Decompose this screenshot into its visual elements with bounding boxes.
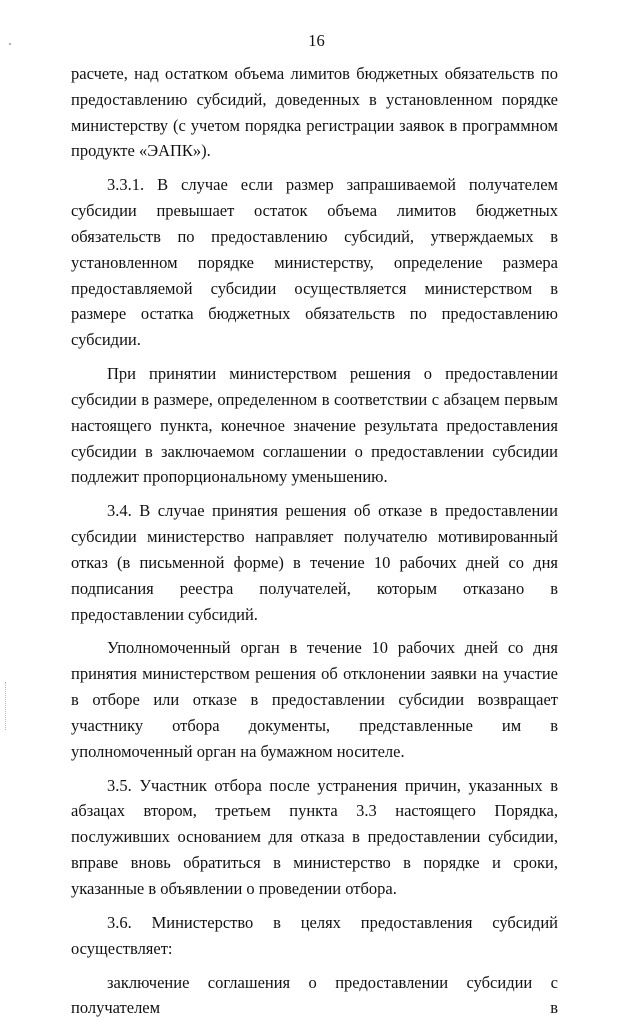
paragraph-3-3-1: 3.3.1. В случае если размер запрашиваемой получателем субсидии превышает остаток объема лимитов бюджетных обязательств по предоставлению субсидий, утверждаемых в установленном порядке министерству, определение размера предоставляемой субсидии осуществляется министерством в размере остатка бюджетных обязательств по предоставлению субсидии. — [71, 175, 558, 350]
paragraph-3-5: 3.5. Участник отбора после устранения причин, указанных в абзацах втором, третьем пункта 3.3 настоящего Порядка, послуживших основанием для отказа в предоставлении субсидии, вправе вновь обратиться в министерство в порядке и сроки, указанные в объявлении о проведении отбора. — [71, 775, 558, 898]
paragraph-continuation: расчете, над остатком объема лимитов бюджетных обязательств по предоставлению субсидий, доведенных в установленном порядке министерству (с учетом порядка регистрации заявок в программном продукте «ЭАПК»). — [71, 64, 558, 161]
paragraph-proportional-reduction: При принятии министерством решения о предоставлении субсидии в размере, определенном в соответствии с абзацем первым настоящего пункта, конечное значение результата предоставления субсидии в заключаемом соглашении о предоставлении субсидии подлежит пропорциональному уменьшению. — [71, 364, 558, 487]
paragraph-3-6: 3.6. Министерство в целях предоставления субсидий осуществляет: — [71, 912, 558, 958]
paragraph-authorized-body: Уполномоченный орган в течение 10 рабочих дней со дня принятия министерством решения об отклонении заявки на участие в отборе или отказе в предоставлении субсидии возвращает участнику отбора документы, представленные им в уполномоченный орган на бумажном носителе. — [71, 638, 558, 761]
paragraph-agreement: заключение соглашения о предоставлении субсидии с получателем в — [71, 972, 558, 1018]
scan-margin-mark — [5, 682, 10, 730]
document-body — [71, 61, 558, 1021]
page-number: 16 — [308, 31, 325, 50]
paragraph-3-4: 3.4. В случае принятия решения об отказе в предоставлении субсидии министерство направляет получателю мотивированный отказ (в письменной форме) в течение 10 рабочих дней со дня подписания реестра получателей, которым отказано в предоставлении субсидий. — [71, 501, 558, 624]
